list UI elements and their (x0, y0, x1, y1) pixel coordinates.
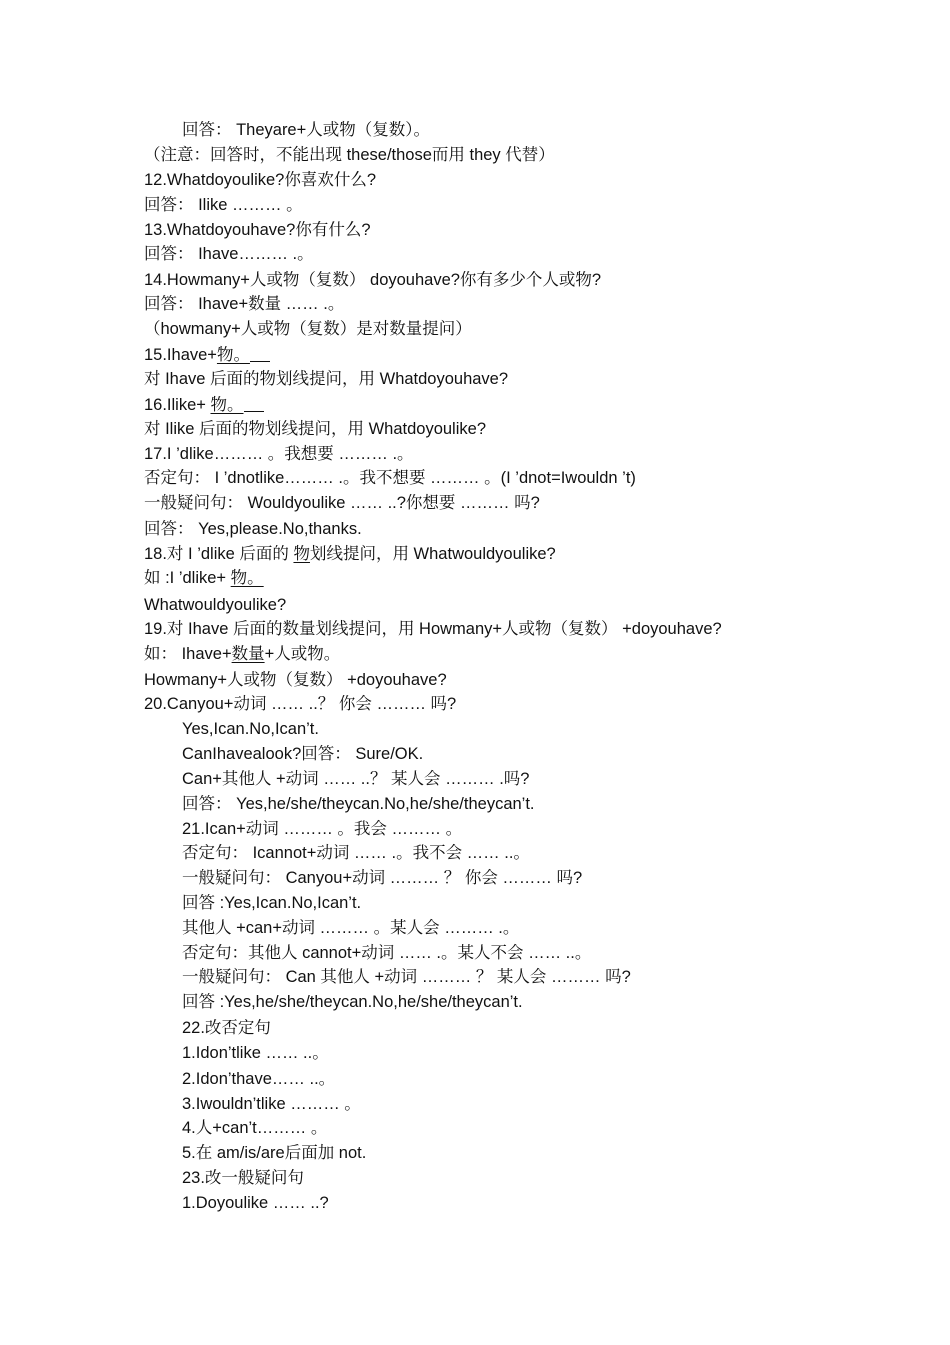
line: 否定句：其他人 cannot+动词 …… .。某人不会 …… ..。 (182, 944, 592, 962)
line: 其他人 +can+动词 ……… 。某人会 ……… .。 (182, 919, 520, 937)
line: 23.改一般疑问句 (182, 1169, 304, 1187)
line: Whatwouldyoulike? (144, 596, 287, 614)
line-text: 如 :I ’dlike+ (144, 569, 231, 587)
line (144, 568, 264, 588)
line-text: 15.Ihave+ (144, 346, 217, 364)
line: Can+其他人 +动词 …… ..？ 某人会 ……… .吗? (182, 770, 530, 788)
line: 一般疑问句： Wouldyoulike …… ..?你想要 ……… 吗? (144, 494, 540, 512)
line: 对 Ilike 后面的物划线提问，用 Whatdoyoulike? (144, 420, 486, 438)
line: 回答： Yes,please.No,thanks. (144, 520, 362, 538)
line-text: 18.对 I ’dlike 后面的 (144, 545, 294, 563)
line: 回答 :Yes,Ican.No,Ican’t. (182, 894, 362, 912)
line: （howmany+人或物（复数）是对数量提问） (144, 320, 472, 338)
line: 对 Ihave 后面的物划线提问，用 Whatdoyouhave? (144, 370, 509, 388)
line: Yes,Ican.No,Ican’t. (182, 720, 319, 738)
underlined-word: 物。 (230, 569, 264, 587)
line (144, 644, 340, 664)
underline-blank (250, 347, 270, 362)
line: 一般疑问句： Canyou+动词 ……… ？ 你会 ……… 吗? (182, 869, 583, 887)
line: 21.Ican+动词 ……… 。我会 ……… 。 (182, 820, 463, 838)
line: 回答： Theyare+人或物（复数）。 (182, 121, 430, 139)
line: 回答 :Yes,he/she/theycan.No,he/she/theycan’t. (182, 993, 523, 1011)
underline-blank (244, 397, 264, 412)
line: 20.Canyou+动词 …… ..？ 你会 ……… 吗? (144, 695, 457, 713)
line: 一般疑问句： Can 其他人 +动词 ……… ？ 某人会 ……… 吗? (182, 968, 631, 986)
line: （注意：回答时，不能出现 these/those而用 they 代替） (144, 146, 555, 164)
line (144, 544, 556, 564)
line-text: +人或物。 (264, 645, 341, 663)
line: 回答： Yes,he/she/theycan.No,he/she/theycan’t. (182, 795, 535, 813)
line: 19.对 Ihave 后面的数量划线提问，用 Howmany+人或物（复数） +doyouhave? (144, 620, 722, 638)
line: 3.Iwouldn’tlike ……… 。 (182, 1095, 361, 1113)
underlined-word: 物。 (216, 346, 250, 364)
underlined-word: 数量 (231, 645, 265, 663)
line: 4.人+can’t……… 。 (182, 1119, 328, 1137)
line: 5.在 am/is/are后面加 not. (182, 1144, 367, 1162)
line: 14.Howmany+人或物（复数） doyouhave?你有多少个人或物? (144, 271, 602, 289)
line-text: 16.Ilike+ (144, 396, 211, 414)
line: 17.I ’dlike……… 。我想要 ……… .。 (144, 445, 414, 463)
line: 22.改否定句 (182, 1019, 271, 1037)
line: 回答： Ilike ……… 。 (144, 196, 303, 214)
line: CanIhavealook?回答： Sure/OK. (182, 745, 424, 763)
line-text: 如： Ihave+ (144, 645, 232, 663)
line (144, 345, 270, 365)
line: 回答： Ihave……… .。 (144, 245, 314, 263)
line: 1.Idon’tlike …… ..。 (182, 1044, 329, 1062)
line: 1.Doyoulike …… ..? (182, 1194, 329, 1212)
line: 13.Whatdoyouhave?你有什么? (144, 221, 371, 239)
underlined-word: 物。 (210, 396, 244, 414)
line: 回答： Ihave+数量 …… .。 (144, 295, 345, 313)
line (144, 395, 264, 415)
line: 否定句： Icannot+动词 …… .。我不会 …… ..。 (182, 844, 530, 862)
line-text: 划线提问，用 Whatwouldyoulike? (309, 545, 556, 563)
line: 12.Whatdoyoulike?你喜欢什么? (144, 171, 377, 189)
line: Howmany+人或物（复数） +doyouhave? (144, 671, 447, 689)
line: 2.Idon’thave…… ..。 (182, 1070, 336, 1088)
line: 否定句： I ’dnotlike……… .。我不想要 ……… 。(I ’dnot=Iwouldn ’t) (144, 469, 636, 487)
underlined-word: 物 (293, 545, 310, 563)
